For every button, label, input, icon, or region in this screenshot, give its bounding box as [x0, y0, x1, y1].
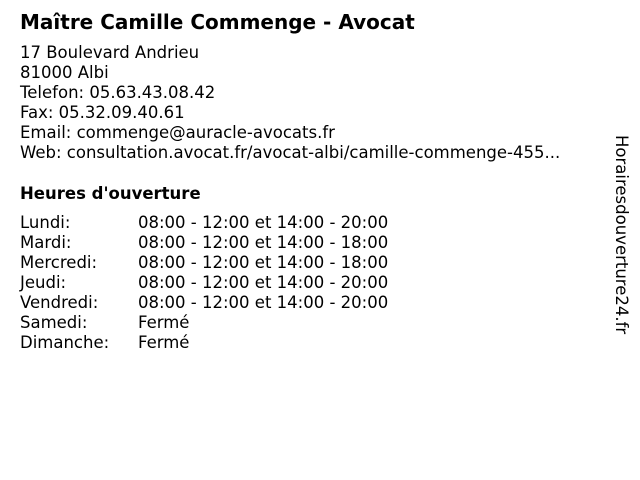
day-label: Jeudi: — [20, 273, 67, 292]
address-city: 81000 Albi — [20, 63, 109, 82]
time-value: Fermé — [138, 333, 190, 352]
contact-block — [20, 43, 560, 163]
time-value: 08:00 - 12:00 et 14:00 - 20:00 — [138, 213, 389, 232]
business-name: Maître Camille Commenge - Avocat — [20, 10, 415, 34]
day-label: Dimanche: — [20, 333, 110, 352]
day-label: Mardi: — [20, 233, 72, 252]
site-watermark: Horairesdouverture24.fr — [612, 135, 631, 335]
time-value: Fermé — [138, 313, 190, 332]
fax-line: Fax: 05.32.09.40.61 — [20, 103, 185, 122]
hours-heading: Heures d'ouverture — [20, 184, 201, 203]
phone-line: Telefon: 05.63.43.08.42 — [20, 83, 216, 102]
time-value: 08:00 - 12:00 et 14:00 - 18:00 — [138, 233, 389, 252]
web-line: Web: consultation.avocat.fr/avocat-albi/camille-commenge-455... — [20, 143, 561, 162]
day-label: Vendredi: — [20, 293, 99, 312]
time-value: 08:00 - 12:00 et 14:00 - 18:00 — [138, 253, 389, 272]
day-label: Lundi: — [20, 213, 71, 232]
time-value: 08:00 - 12:00 et 14:00 - 20:00 — [138, 293, 389, 312]
day-label: Samedi: — [20, 313, 88, 332]
time-value: 08:00 - 12:00 et 14:00 - 20:00 — [138, 273, 389, 292]
address-street: 17 Boulevard Andrieu — [20, 43, 200, 62]
day-label: Mercredi: — [20, 253, 98, 272]
email-line: Email: commenge@auracle-avocats.fr — [20, 123, 335, 142]
